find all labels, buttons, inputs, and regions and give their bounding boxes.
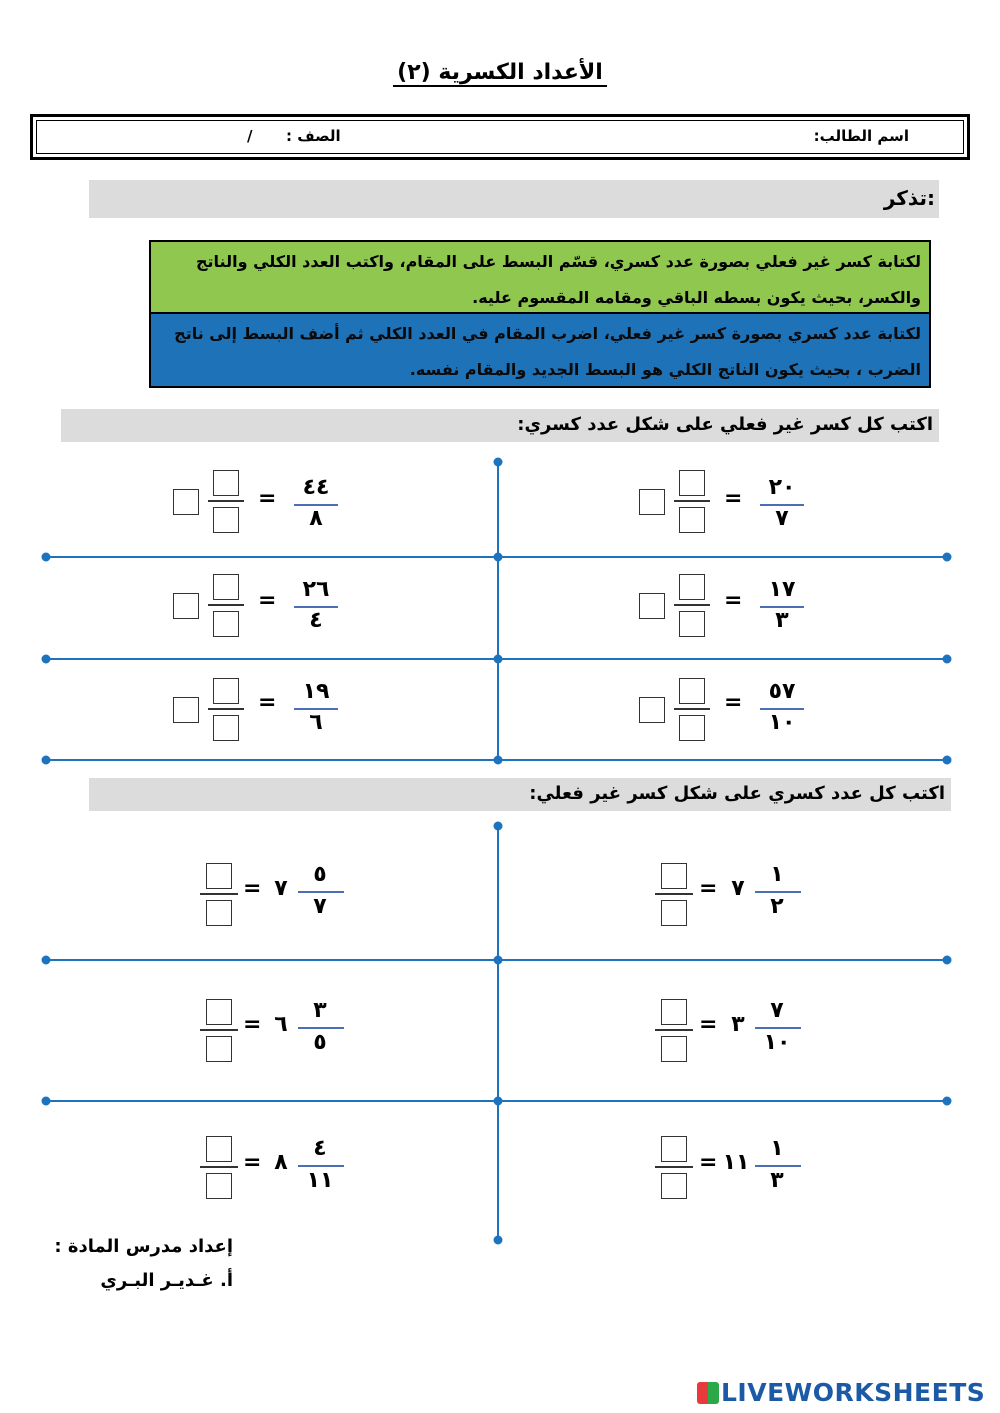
- denominator: ٤: [309, 608, 323, 633]
- answer-fraction-bar: [674, 500, 710, 502]
- denominator: ٢: [770, 894, 784, 919]
- numerator: ٢٦: [302, 577, 330, 602]
- equals-sign: =: [243, 1150, 262, 1175]
- author-name: أ. غـديـر البـري: [100, 1270, 233, 1291]
- answer-fraction-bar: [674, 604, 710, 606]
- denominator: ١٠: [768, 710, 796, 735]
- denominator: ١١: [306, 1168, 334, 1193]
- whole-number: ٦: [274, 1012, 288, 1037]
- answer-denominator-box[interactable]: [206, 1173, 232, 1199]
- answer-fraction-bar: [200, 1166, 238, 1168]
- answer-denominator-box[interactable]: [661, 900, 687, 926]
- answer-fraction-bar: [655, 1029, 693, 1031]
- answer-denominator-box[interactable]: [213, 715, 239, 741]
- denominator: ٨: [309, 506, 323, 531]
- numerator: ١٩: [302, 679, 330, 704]
- equals-sign: =: [243, 876, 262, 901]
- answer-fraction-bar: [655, 1166, 693, 1168]
- answer-numerator-box[interactable]: [679, 678, 705, 704]
- answer-whole-box[interactable]: [639, 697, 665, 723]
- equals-sign: =: [258, 690, 277, 715]
- answer-whole-box[interactable]: [173, 593, 199, 619]
- fraction-bar: [755, 1165, 801, 1167]
- rule-green-box: لكتابة كسر غير فعلي بصورة عدد كسري، قسّم البسط على المقام، واكتب العدد الكلي والناتج والكسر، بحيث يكون بسطه الباقي ومقامه المقسوم عليه.: [149, 240, 931, 314]
- numerator: ٥٧: [768, 679, 796, 704]
- answer-numerator-box[interactable]: [661, 1136, 687, 1162]
- numerator: ٢٠: [768, 475, 796, 500]
- numerator: ٧: [770, 998, 784, 1023]
- numerator: ٣: [313, 998, 327, 1023]
- answer-fraction-bar: [674, 708, 710, 710]
- answer-fraction-bar: [208, 500, 244, 502]
- page-title: الأعداد الكسرية (٢): [0, 60, 1000, 85]
- student-name-label: اسم الطالب:: [813, 127, 909, 145]
- numerator: ٤: [313, 1136, 327, 1161]
- answer-denominator-box[interactable]: [679, 715, 705, 741]
- answer-numerator-box[interactable]: [679, 470, 705, 496]
- section1-instruction: اكتب كل كسر غير فعلي على شكل عدد كسري:: [61, 409, 939, 442]
- author-block: [54, 1230, 233, 1298]
- answer-whole-box[interactable]: [639, 489, 665, 515]
- denominator: ٣: [770, 1168, 784, 1193]
- answer-denominator-box[interactable]: [206, 900, 232, 926]
- liveworksheets-icon: [697, 1382, 719, 1404]
- numerator: ١: [770, 1136, 784, 1161]
- equals-sign: =: [724, 690, 743, 715]
- equals-sign: =: [243, 1012, 262, 1037]
- answer-numerator-box[interactable]: [661, 863, 687, 889]
- author-role: إعداد مدرس المادة :: [54, 1236, 233, 1257]
- numerator: ٤٤: [302, 475, 330, 500]
- answer-fraction-bar: [208, 604, 244, 606]
- answer-numerator-box[interactable]: [661, 999, 687, 1025]
- denominator: ٣: [775, 608, 789, 633]
- answer-numerator-box[interactable]: [213, 470, 239, 496]
- answer-fraction-bar: [200, 1029, 238, 1031]
- answer-numerator-box[interactable]: [679, 574, 705, 600]
- whole-number: ٧: [274, 876, 288, 901]
- section2-instruction: اكتب كل عدد كسري على شكل كسر غير فعلي:: [89, 778, 951, 811]
- equals-sign: =: [724, 588, 743, 613]
- whole-number: ٣: [731, 1012, 745, 1037]
- numerator: ٥: [313, 862, 327, 887]
- denominator: ١٠: [763, 1030, 791, 1055]
- denominator: ٥: [313, 1030, 327, 1055]
- equals-sign: =: [699, 876, 718, 901]
- numerator: ١٧: [768, 577, 796, 602]
- rule-blue-box: لكتابة عدد كسري بصورة كسر غير فعلي، اضرب المقام في العدد الكلي ثم أضف البسط إلى ناتج الضرب ، بحيث يكون الناتج الكلي هو البسط الجديد والمقام نفسه.: [149, 314, 931, 388]
- whole-number: ٧: [731, 876, 745, 901]
- whole-number: ١١: [722, 1150, 750, 1175]
- answer-numerator-box[interactable]: [206, 863, 232, 889]
- equals-sign: =: [699, 1150, 718, 1175]
- numerator: ١: [770, 862, 784, 887]
- equals-sign: =: [724, 486, 743, 511]
- whole-number: ٨: [274, 1150, 288, 1175]
- answer-fraction-bar: [208, 708, 244, 710]
- denominator: ٦: [309, 710, 323, 735]
- class-label: الصف :: [286, 127, 341, 145]
- answer-denominator-box[interactable]: [661, 1173, 687, 1199]
- answer-fraction-bar: [200, 893, 238, 895]
- equals-sign: =: [699, 1012, 718, 1037]
- remember-heading: تذكر:: [89, 180, 939, 218]
- class-separator: /: [247, 127, 253, 145]
- denominator: ٧: [313, 894, 327, 919]
- liveworksheets-logo: LIVEWORKSHEETS: [697, 1378, 985, 1407]
- answer-denominator-box[interactable]: [213, 507, 239, 533]
- answer-numerator-box[interactable]: [213, 678, 239, 704]
- answer-whole-box[interactable]: [173, 489, 199, 515]
- answer-numerator-box[interactable]: [213, 574, 239, 600]
- answer-fraction-bar: [655, 893, 693, 895]
- equals-sign: =: [258, 588, 277, 613]
- answer-denominator-box[interactable]: [679, 611, 705, 637]
- answer-denominator-box[interactable]: [206, 1036, 232, 1062]
- equals-sign: =: [258, 486, 277, 511]
- answer-numerator-box[interactable]: [206, 999, 232, 1025]
- answer-whole-box[interactable]: [173, 697, 199, 723]
- answer-whole-box[interactable]: [639, 593, 665, 619]
- denominator: ٧: [775, 506, 789, 531]
- answer-denominator-box[interactable]: [679, 507, 705, 533]
- answer-numerator-box[interactable]: [206, 1136, 232, 1162]
- answer-denominator-box[interactable]: [661, 1036, 687, 1062]
- answer-denominator-box[interactable]: [213, 611, 239, 637]
